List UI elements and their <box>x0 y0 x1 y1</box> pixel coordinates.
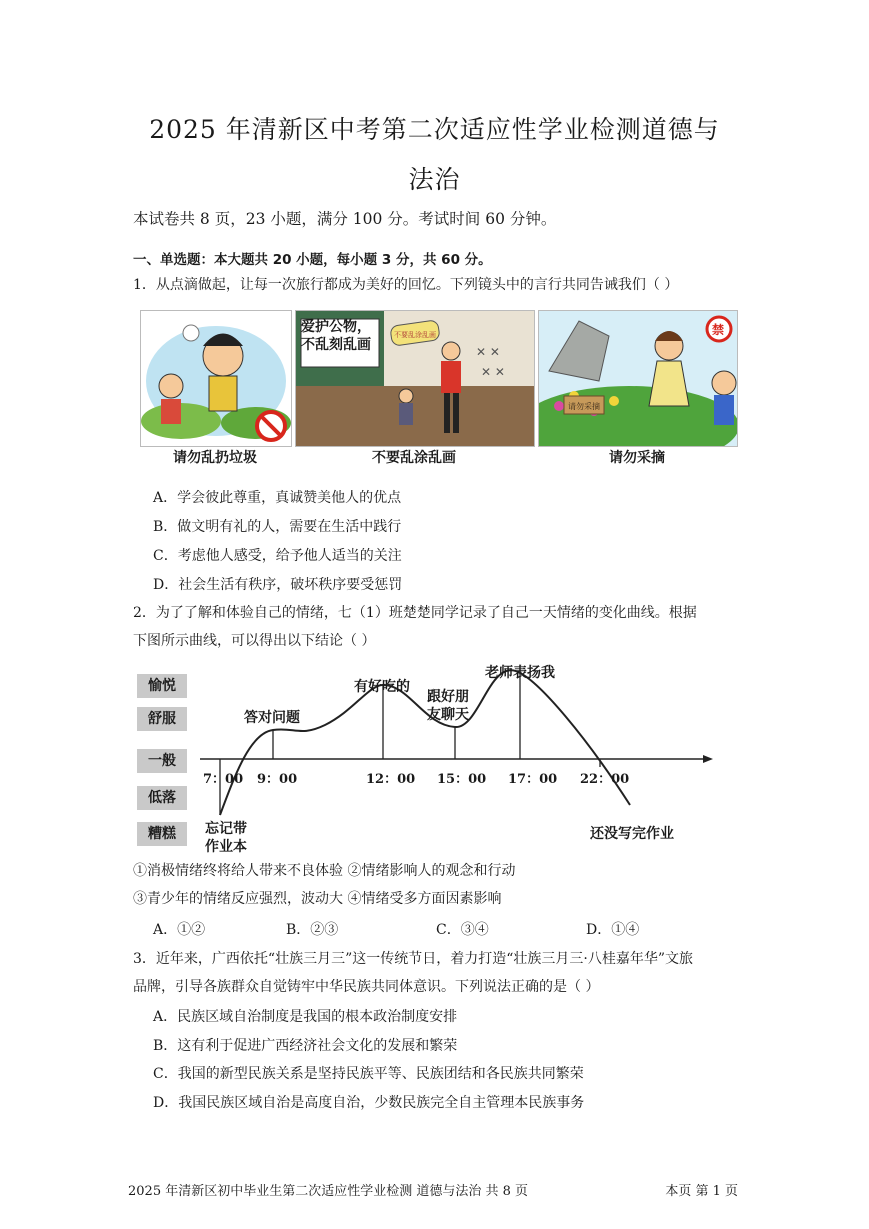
mood-label-low: 低落 <box>137 786 187 810</box>
exam-info: 本试卷共 8 页，23 小题，满分 100 分。考试时间 60 分钟。 <box>133 210 557 228</box>
event-forgot-homework-line1: 忘记带 <box>205 821 247 837</box>
time-label-15: 15：00 <box>437 772 487 787</box>
q2-option-a: A．①② <box>153 922 206 938</box>
q1-caption-right: 请勿采摘 <box>609 450 665 466</box>
q2-option-d: D．①④ <box>586 922 640 938</box>
q1-caption-middle: 不要乱涂乱画 <box>372 450 456 466</box>
event-delicious-food: 有好吃的 <box>354 679 410 695</box>
q2-stem-line1: 2．为了了解和体验自己的情绪，七（1）班楚楚同学记录了自己一天情绪的变化曲线。根据 <box>133 605 697 621</box>
event-forgot-homework-line2: 作业本 <box>205 839 247 855</box>
event-teacher-praise: 老师表扬我 <box>485 665 555 681</box>
q2-statements-line2: ③青少年的情绪反应强烈，波动大 ④情绪受多方面因素影响 <box>133 891 502 907</box>
q1-option-d: D．社会生活有秩序，破坏秩序要受惩罚 <box>153 577 403 593</box>
q2-option-c: C．③④ <box>436 922 489 938</box>
q3-option-c: C．我国的新型民族关系是坚持民族平等、民族团结和各民族共同繁荣 <box>153 1066 584 1082</box>
q1-picture-right <box>538 310 738 447</box>
q3-stem-line1: 3．近年来，广西依托“壮族三月三”这一传统节日，着力打造“壮族三月三·八桂嘉年华”文旅 <box>133 951 693 967</box>
q3-option-b: B．这有利于促进广西经济社会文化的发展和繁荣 <box>153 1038 458 1054</box>
q2-stem-line2: 下图所示曲线，可以得出以下结论（ ） <box>133 633 376 649</box>
event-chat-friend-line1: 跟好朋 <box>427 689 469 705</box>
mood-label-terrible: 糟糕 <box>137 822 187 846</box>
q2-statements-line1: ①消极情绪终将给人带来不良体验 ②情绪影响人的观念和行动 <box>133 863 516 879</box>
event-chat-friend-line2: 友聊天 <box>427 707 469 723</box>
time-label-12: 12：00 <box>366 772 416 787</box>
event-homework-unfinished: 还没写完作业 <box>590 826 674 842</box>
q3-option-d: D．我国民族区域自治是高度自治，少数民族完全自主管理本民族事务 <box>153 1095 585 1111</box>
section-heading: 一、单选题：本大题共 20 小题，每小题 3 分，共 60 分。 <box>133 252 492 268</box>
q1-middle-sign: 爱护公物， 不乱刻乱画 <box>301 319 371 353</box>
mood-label-comfortable: 舒服 <box>137 707 187 731</box>
svg-text:✕ ✕: ✕ ✕ <box>476 345 500 359</box>
q1-stem: 1．从点滴做起，让每一次旅行都成为美好的回忆。下列镜头中的言行共同告诫我们（ ） <box>133 277 679 293</box>
time-label-17: 17：00 <box>508 772 558 787</box>
page-footer <box>128 1180 738 1199</box>
q1-option-a: A．学会彼此尊重，真诚赞美他人的优点 <box>153 490 402 506</box>
q3-option-a: A．民族区域自治制度是我国的根本政治制度安排 <box>153 1009 458 1025</box>
no-picking-cartoon-illustration <box>539 311 737 446</box>
time-axis-arrow <box>703 755 713 763</box>
event-answered-question: 答对问题 <box>244 710 300 726</box>
mood-label-joyful: 愉悦 <box>137 674 187 698</box>
mood-curve <box>220 670 630 815</box>
time-label-7: 7：00 <box>203 772 244 787</box>
q1-option-c: C．考虑他人感受，给予他人适当的关注 <box>153 548 402 564</box>
footer-left-text: 2025 年清新区初中毕业生第二次适应性学业检测 道德与法治 共 8 页 <box>128 1184 529 1199</box>
svg-text:✕ ✕: ✕ ✕ <box>481 365 505 379</box>
document-title-line1: 2025 年清新区中考第二次适应性学业检测道德与 <box>149 115 720 144</box>
forbidden-sign-text: 禁 <box>712 323 725 337</box>
time-label-9: 9：00 <box>257 772 298 787</box>
document-title-line2: 法治 <box>408 165 461 194</box>
graffiti-sign-text: 不要乱涂乱画 <box>394 331 436 339</box>
q2-option-b: B．②③ <box>286 922 339 938</box>
litter-cartoon-illustration <box>141 311 291 446</box>
q3-stem-line2: 品牌，引导各族群众自觉铸牢中华民族共同体意识。下列说法正确的是（ ） <box>133 979 600 995</box>
q1-caption-left: 请勿乱扔垃圾 <box>173 450 257 466</box>
footer-page-number: 本页 第 1 页 <box>665 1184 738 1199</box>
q1-option-b: B．做文明有礼的人，需要在生活中践行 <box>153 519 402 535</box>
q1-picture-left <box>140 310 292 447</box>
no-picking-board: 请勿采摘 <box>568 402 600 411</box>
mood-label-normal: 一般 <box>137 749 187 773</box>
time-label-22: 22：00 <box>580 772 630 787</box>
